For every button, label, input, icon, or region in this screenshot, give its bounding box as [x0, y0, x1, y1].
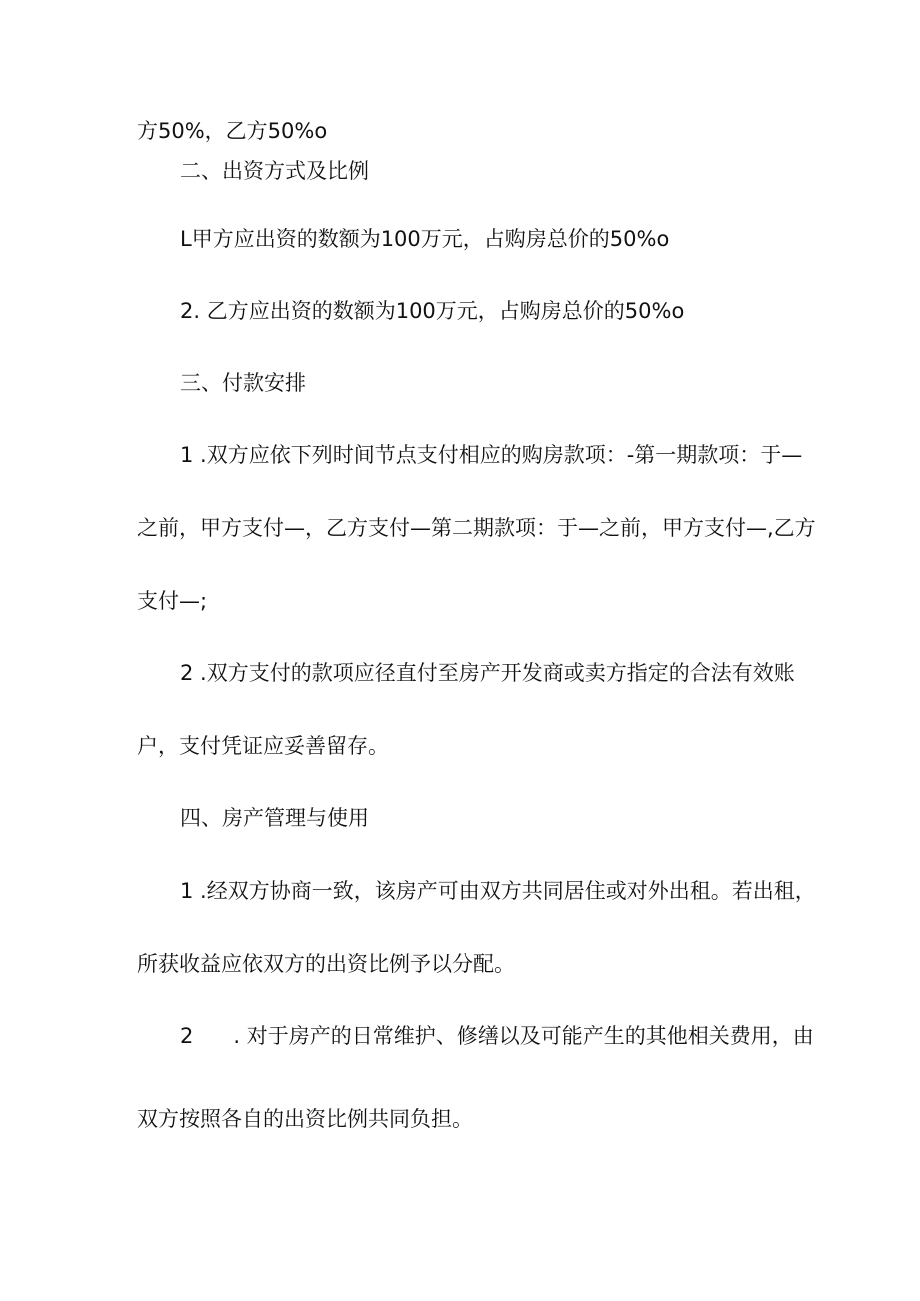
text-line-4: 2. 乙方应出资的数额为100万元，占购房总价的50%o	[180, 299, 685, 323]
section-heading-2: 二、出资方式及比例	[180, 159, 369, 183]
section-heading-4: 四、房产管理与使用	[180, 806, 369, 830]
text-line-14: 2 . 对于房产的日常维护、修缮以及可能产生的其他相关费用，由	[180, 1024, 814, 1048]
section-heading-3: 三、付款安排	[180, 371, 306, 395]
text-line-12: 1 .经双方协商一致，该房产可由双方共同居住或对外出租。若出租，	[180, 879, 816, 903]
text-line-10: 户，支付凭证应妥善留存。	[137, 734, 389, 758]
text-line-8: 支付—;	[137, 589, 208, 613]
text-line-6: 1 .双方应依下列时间节点支付相应的购房款项：-第一期款项：于—	[180, 443, 803, 467]
text-line-1: 方50%，乙方50%o	[137, 119, 328, 143]
text-line-3: L甲方应出资的数额为100万元，占购房总价的50%o	[180, 227, 670, 251]
text-line-13: 所获收益应依双方的出资比例予以分配。	[137, 952, 515, 976]
text-line-15: 双方按照各自的出资比例共同负担。	[137, 1107, 473, 1131]
text-line-7: 之前，甲方支付—，乙方支付—第二期款项：于—之前，甲方支付—,乙方	[137, 516, 816, 540]
text-line-9: 2 .双方支付的款项应径直付至房产开发商或卖方指定的合法有效账	[180, 661, 795, 685]
